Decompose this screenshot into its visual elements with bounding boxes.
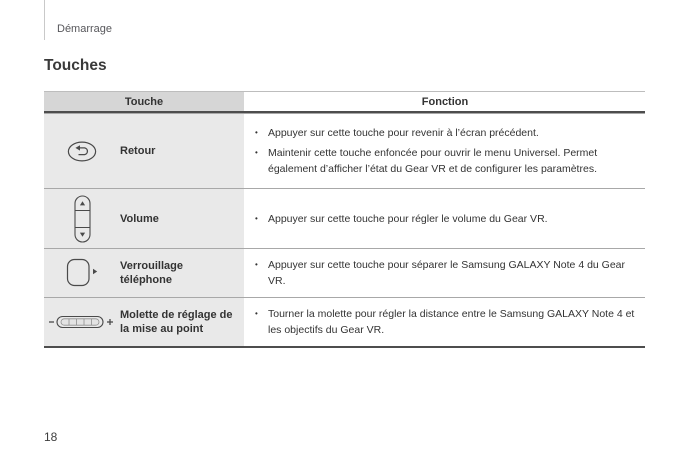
key-cell-molette <box>44 298 245 346</box>
key-label: Retour <box>120 145 156 157</box>
breadcrumb-rule <box>44 0 45 40</box>
function-item <box>255 257 637 289</box>
function-cell <box>245 114 645 188</box>
key-label: Volume <box>120 212 159 225</box>
function-item <box>255 125 637 141</box>
page-number: 18 <box>44 430 58 444</box>
bullet-glyph: • <box>255 309 258 318</box>
table-row <box>44 113 645 188</box>
function-cell <box>245 298 645 346</box>
table-row <box>44 248 645 297</box>
back-key-icon <box>44 141 120 162</box>
key-cell-verrouillage <box>44 249 245 297</box>
function-cell <box>245 249 645 297</box>
function-item <box>255 211 637 227</box>
key-label: Molette de réglage de la mise au point <box>120 309 233 335</box>
column-header-touche: Touche <box>124 95 164 108</box>
header-cell-touche <box>44 92 245 111</box>
breadcrumb: Démarrage <box>57 23 113 35</box>
keys-table <box>44 91 645 348</box>
function-text: Maintenir cette touche enfoncée pour ouvrir le menu Universel. Permet également d’afficher l’état du Gear VR et de configurer les paramètres. <box>268 147 598 175</box>
bullet-glyph: • <box>255 148 258 157</box>
function-cell <box>245 189 645 248</box>
bullet-glyph: • <box>255 213 258 223</box>
key-cell-volume <box>44 189 245 248</box>
function-item <box>255 306 637 338</box>
header-cell-fonction <box>245 92 645 111</box>
function-text: Appuyer sur cette touche pour régler le volume du Gear VR. <box>268 212 548 225</box>
bullet-glyph: • <box>255 260 258 269</box>
phone-lock-key-icon <box>44 258 120 288</box>
bullet-glyph: • <box>255 128 258 137</box>
key-label: Verrouillage téléphone <box>120 260 183 286</box>
column-header-fonction: Fonction <box>421 95 469 108</box>
table-header-row <box>44 92 645 113</box>
focus-wheel-icon <box>44 314 120 330</box>
function-text: Appuyer sur cette touche pour séparer le Samsung GALAXY Note 4 du Gear VR. <box>268 259 626 287</box>
function-text: Tourner la molette pour régler la distance entre le Samsung GALAXY Note 4 et les objectifs du Gear VR. <box>268 308 635 336</box>
table-row <box>44 297 645 346</box>
page-title: Touches <box>44 57 107 74</box>
function-item <box>255 145 637 177</box>
key-cell-retour <box>44 114 245 188</box>
volume-key-icon <box>44 195 120 243</box>
table-row <box>44 188 645 248</box>
function-text: Appuyer sur cette touche pour revenir à l’écran précédent. <box>268 127 539 139</box>
